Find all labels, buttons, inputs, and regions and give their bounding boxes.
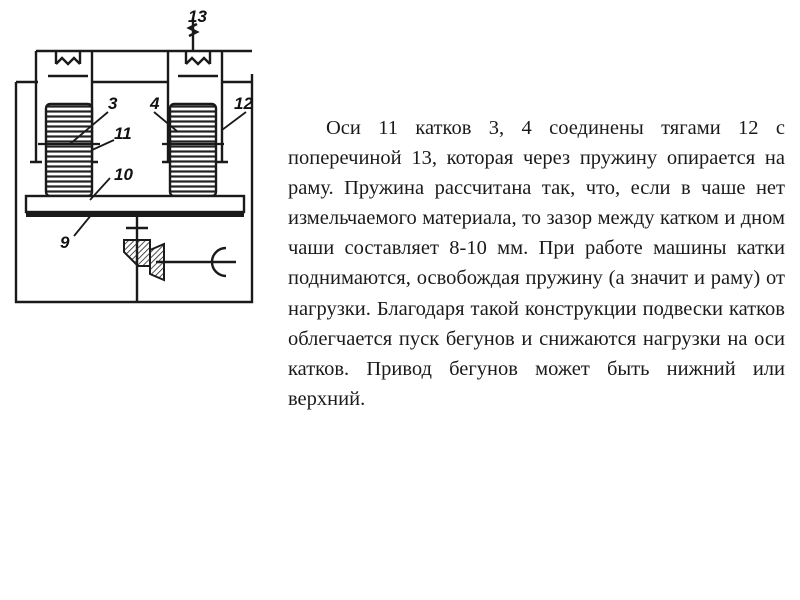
runner-mill-schematic xyxy=(8,4,278,314)
bevel-pinion xyxy=(150,244,164,280)
bowl-plate-10 xyxy=(26,196,244,212)
label-11: 11 xyxy=(114,124,132,143)
label-13: 13 xyxy=(188,7,207,26)
label-9: 9 xyxy=(60,233,70,252)
left-hanger-outer xyxy=(30,51,42,162)
roller-4 xyxy=(170,104,216,196)
roller-3 xyxy=(46,104,92,196)
right-spring xyxy=(186,58,210,64)
label-3: 3 xyxy=(108,94,118,113)
leader-9 xyxy=(74,214,92,236)
description-paragraph: Оси 11 катков 3, 4 соединены тягами 12 с поперечиной 13, которая через пружину опирается на раму. Пружина рассчитана так, что, если в чаше нет измельчаемого материала, то зазор между катком и дном чаши составляет 8-10 мм. При работе машины катки поднимаются, освобождая пружину (а значит и раму) от нагрузки. Благодаря такой конструкции подвески катков облегчается пуск бегунов и снижаются нагрузки на оси катков. Привод бегунов может быть нижний или верхний. xyxy=(288,117,785,410)
label-10: 10 xyxy=(114,165,133,184)
right-hanger-inner xyxy=(216,51,228,162)
bowl-base-9 xyxy=(26,212,244,217)
label-12: 12 xyxy=(234,94,253,113)
bevel-gear xyxy=(124,240,150,266)
runner-mill-diagram xyxy=(8,4,278,314)
leader-12 xyxy=(222,112,246,130)
left-spring xyxy=(56,58,80,64)
label-4: 4 xyxy=(150,94,160,113)
